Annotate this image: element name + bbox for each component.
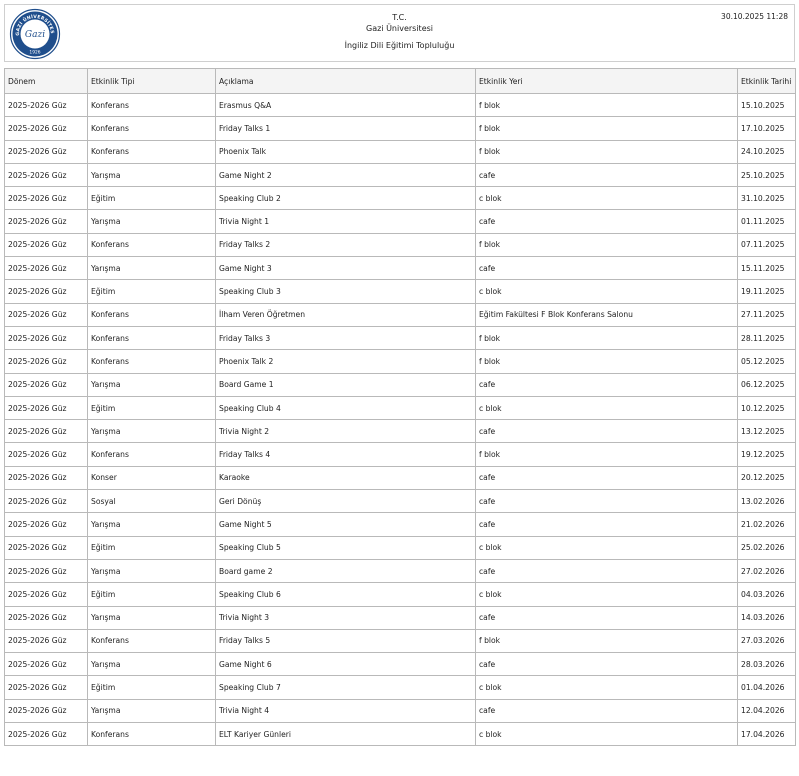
table-row: [5, 583, 796, 606]
cell-event-type: Konferans: [88, 233, 216, 256]
cell-location: cafe: [476, 210, 738, 233]
cell-date: 14.03.2026: [738, 606, 796, 629]
cell-description: Game Night 2: [216, 163, 476, 186]
cell-date: 19.11.2025: [738, 280, 796, 303]
cell-location: c blok: [476, 536, 738, 559]
cell-location: f blok: [476, 233, 738, 256]
cell-term: 2025-2026 Güz: [5, 350, 88, 373]
table-row: [5, 490, 796, 513]
cell-location: f blok: [476, 443, 738, 466]
cell-location: f blok: [476, 629, 738, 652]
cell-event-type: Yarışma: [88, 606, 216, 629]
cell-term: 2025-2026 Güz: [5, 536, 88, 559]
cell-date: 25.10.2025: [738, 163, 796, 186]
cell-description: Speaking Club 3: [216, 280, 476, 303]
cell-date: 24.10.2025: [738, 140, 796, 163]
cell-event-type: Yarışma: [88, 513, 216, 536]
cell-term: 2025-2026 Güz: [5, 117, 88, 140]
cell-term: 2025-2026 Güz: [5, 94, 88, 117]
cell-event-type: Yarışma: [88, 699, 216, 722]
cell-event-type: Yarışma: [88, 653, 216, 676]
cell-description: Geri Dönüş: [216, 490, 476, 513]
cell-term: 2025-2026 Güz: [5, 676, 88, 699]
cell-description: Friday Talks 2: [216, 233, 476, 256]
cell-description: Board Game 1: [216, 373, 476, 396]
cell-term: 2025-2026 Güz: [5, 653, 88, 676]
cell-location: cafe: [476, 466, 738, 489]
table-row: [5, 350, 796, 373]
cell-event-type: Yarışma: [88, 257, 216, 280]
cell-term: 2025-2026 Güz: [5, 559, 88, 582]
cell-event-type: Eğitim: [88, 396, 216, 419]
cell-term: 2025-2026 Güz: [5, 257, 88, 280]
cell-event-type: Konferans: [88, 350, 216, 373]
cell-location: cafe: [476, 163, 738, 186]
cell-date: 15.10.2025: [738, 94, 796, 117]
cell-description: Friday Talks 3: [216, 326, 476, 349]
cell-date: 17.04.2026: [738, 723, 796, 746]
cell-event-type: Konferans: [88, 629, 216, 652]
cell-location: c blok: [476, 396, 738, 419]
cell-event-type: Konferans: [88, 443, 216, 466]
cell-description: Karaoke: [216, 466, 476, 489]
cell-description: Trivia Night 4: [216, 699, 476, 722]
events-table: [4, 68, 796, 746]
table-row: [5, 326, 796, 349]
cell-location: c blok: [476, 187, 738, 210]
table-row: [5, 676, 796, 699]
cell-description: Friday Talks 1: [216, 117, 476, 140]
cell-location: f blok: [476, 326, 738, 349]
table-row: [5, 699, 796, 722]
cell-date: 07.11.2025: [738, 233, 796, 256]
cell-date: 13.02.2026: [738, 490, 796, 513]
cell-location: f blok: [476, 140, 738, 163]
table-row: [5, 94, 796, 117]
cell-term: 2025-2026 Güz: [5, 443, 88, 466]
cell-description: Speaking Club 2: [216, 187, 476, 210]
cell-date: 13.12.2025: [738, 420, 796, 443]
cell-location: cafe: [476, 559, 738, 582]
cell-event-type: Yarışma: [88, 210, 216, 233]
cell-location: cafe: [476, 373, 738, 396]
cell-date: 20.12.2025: [738, 466, 796, 489]
cell-event-type: Konferans: [88, 117, 216, 140]
cell-term: 2025-2026 Güz: [5, 420, 88, 443]
cell-term: 2025-2026 Güz: [5, 280, 88, 303]
table-row: [5, 303, 796, 326]
cell-description: Speaking Club 7: [216, 676, 476, 699]
cell-date: 01.11.2025: [738, 210, 796, 233]
table-row: [5, 140, 796, 163]
cell-location: cafe: [476, 699, 738, 722]
cell-date: 27.11.2025: [738, 303, 796, 326]
logo-ring-text: GAZİ ÜNİVERSİTES: [15, 14, 55, 36]
table-row: [5, 513, 796, 536]
cell-description: Friday Talks 4: [216, 443, 476, 466]
cell-term: 2025-2026 Güz: [5, 373, 88, 396]
cell-date: 17.10.2025: [738, 117, 796, 140]
cell-date: 25.02.2026: [738, 536, 796, 559]
cell-event-type: Eğitim: [88, 536, 216, 559]
cell-description: Trivia Night 2: [216, 420, 476, 443]
cell-location: cafe: [476, 606, 738, 629]
cell-term: 2025-2026 Güz: [5, 723, 88, 746]
cell-date: 21.02.2026: [738, 513, 796, 536]
cell-location: c blok: [476, 723, 738, 746]
cell-description: Speaking Club 4: [216, 396, 476, 419]
table-row: [5, 466, 796, 489]
cell-description: Board game 2: [216, 559, 476, 582]
country-label: T.C.: [392, 13, 407, 22]
unit-name: İngiliz Dili Eğitimi Topluluğu: [344, 41, 455, 50]
cell-event-type: Yarışma: [88, 420, 216, 443]
cell-term: 2025-2026 Güz: [5, 699, 88, 722]
logo-year: 1926: [29, 50, 41, 56]
cell-description: Game Night 3: [216, 257, 476, 280]
table-row: [5, 117, 796, 140]
cell-location: cafe: [476, 653, 738, 676]
table-row: [5, 443, 796, 466]
cell-term: 2025-2026 Güz: [5, 583, 88, 606]
cell-event-type: Yarışma: [88, 559, 216, 582]
table-row: [5, 653, 796, 676]
cell-description: Friday Talks 5: [216, 629, 476, 652]
table-header-row: [5, 69, 796, 94]
cell-location: cafe: [476, 257, 738, 280]
table-row: [5, 559, 796, 582]
cell-term: 2025-2026 Güz: [5, 303, 88, 326]
cell-location: c blok: [476, 583, 738, 606]
table-row: [5, 536, 796, 559]
cell-description: ELT Kariyer Günleri: [216, 723, 476, 746]
cell-term: 2025-2026 Güz: [5, 187, 88, 210]
cell-term: 2025-2026 Güz: [5, 606, 88, 629]
cell-location: c blok: [476, 280, 738, 303]
cell-date: 27.02.2026: [738, 559, 796, 582]
cell-event-type: Konferans: [88, 94, 216, 117]
cell-location: c blok: [476, 676, 738, 699]
cell-term: 2025-2026 Güz: [5, 466, 88, 489]
cell-date: 28.03.2026: [738, 653, 796, 676]
cell-date: 10.12.2025: [738, 396, 796, 419]
cell-event-type: Konferans: [88, 723, 216, 746]
column-header-date: Etkinlik Tarihi: [738, 69, 796, 94]
table-row: [5, 257, 796, 280]
cell-description: Phoenix Talk 2: [216, 350, 476, 373]
header-titles: [5, 13, 794, 52]
table-row: [5, 187, 796, 210]
table-row: [5, 163, 796, 186]
cell-event-type: Sosyal: [88, 490, 216, 513]
table-row: [5, 629, 796, 652]
column-header-description: Açıklama: [216, 69, 476, 94]
column-header-term: Dönem: [5, 69, 88, 94]
cell-event-type: Eğitim: [88, 676, 216, 699]
cell-event-type: Eğitim: [88, 280, 216, 303]
cell-description: Game Night 5: [216, 513, 476, 536]
cell-term: 2025-2026 Güz: [5, 163, 88, 186]
cell-location: f blok: [476, 350, 738, 373]
university-name: Gazi Üniversitesi: [366, 23, 433, 33]
table-row: [5, 233, 796, 256]
cell-location: cafe: [476, 513, 738, 536]
column-header-event-type: Etkinlik Tipi: [88, 69, 216, 94]
cell-date: 31.10.2025: [738, 187, 796, 210]
cell-location: f blok: [476, 94, 738, 117]
table-row: [5, 373, 796, 396]
cell-description: Erasmus Q&A: [216, 94, 476, 117]
cell-description: Trivia Night 1: [216, 210, 476, 233]
cell-date: 05.12.2025: [738, 350, 796, 373]
cell-description: İlham Veren Öğretmen: [216, 303, 476, 326]
table-row: [5, 210, 796, 233]
cell-date: 01.04.2026: [738, 676, 796, 699]
cell-description: Speaking Club 6: [216, 583, 476, 606]
cell-term: 2025-2026 Güz: [5, 140, 88, 163]
cell-event-type: Konferans: [88, 326, 216, 349]
column-header-location: Etkinlik Yeri: [476, 69, 738, 94]
cell-term: 2025-2026 Güz: [5, 513, 88, 536]
cell-description: Phoenix Talk: [216, 140, 476, 163]
cell-term: 2025-2026 Güz: [5, 490, 88, 513]
cell-location: cafe: [476, 420, 738, 443]
cell-term: 2025-2026 Güz: [5, 326, 88, 349]
print-timestamp: 30.10.2025 11:28: [721, 12, 788, 21]
cell-term: 2025-2026 Güz: [5, 210, 88, 233]
cell-date: 15.11.2025: [738, 257, 796, 280]
cell-location: Eğitim Fakültesi F Blok Konferans Salonu: [476, 303, 738, 326]
cell-event-type: Konferans: [88, 140, 216, 163]
cell-description: Speaking Club 5: [216, 536, 476, 559]
cell-event-type: Konferans: [88, 303, 216, 326]
cell-term: 2025-2026 Güz: [5, 629, 88, 652]
table-row: [5, 723, 796, 746]
table-row: [5, 420, 796, 443]
cell-term: 2025-2026 Güz: [5, 396, 88, 419]
cell-date: 27.03.2026: [738, 629, 796, 652]
table-row: [5, 396, 796, 419]
cell-location: cafe: [476, 490, 738, 513]
cell-description: Trivia Night 3: [216, 606, 476, 629]
cell-event-type: Eğitim: [88, 187, 216, 210]
cell-date: 19.12.2025: [738, 443, 796, 466]
cell-event-type: Konser: [88, 466, 216, 489]
cell-location: f blok: [476, 117, 738, 140]
cell-event-type: Yarışma: [88, 373, 216, 396]
cell-date: 28.11.2025: [738, 326, 796, 349]
table-row: [5, 280, 796, 303]
cell-description: Game Night 6: [216, 653, 476, 676]
cell-event-type: Yarışma: [88, 163, 216, 186]
cell-date: 06.12.2025: [738, 373, 796, 396]
report-header: [4, 4, 795, 62]
cell-date: 04.03.2026: [738, 583, 796, 606]
cell-date: 12.04.2026: [738, 699, 796, 722]
logo-script-text: Gazi: [24, 30, 46, 40]
table-body: [5, 94, 796, 746]
cell-term: 2025-2026 Güz: [5, 233, 88, 256]
cell-event-type: Eğitim: [88, 583, 216, 606]
table-row: [5, 606, 796, 629]
